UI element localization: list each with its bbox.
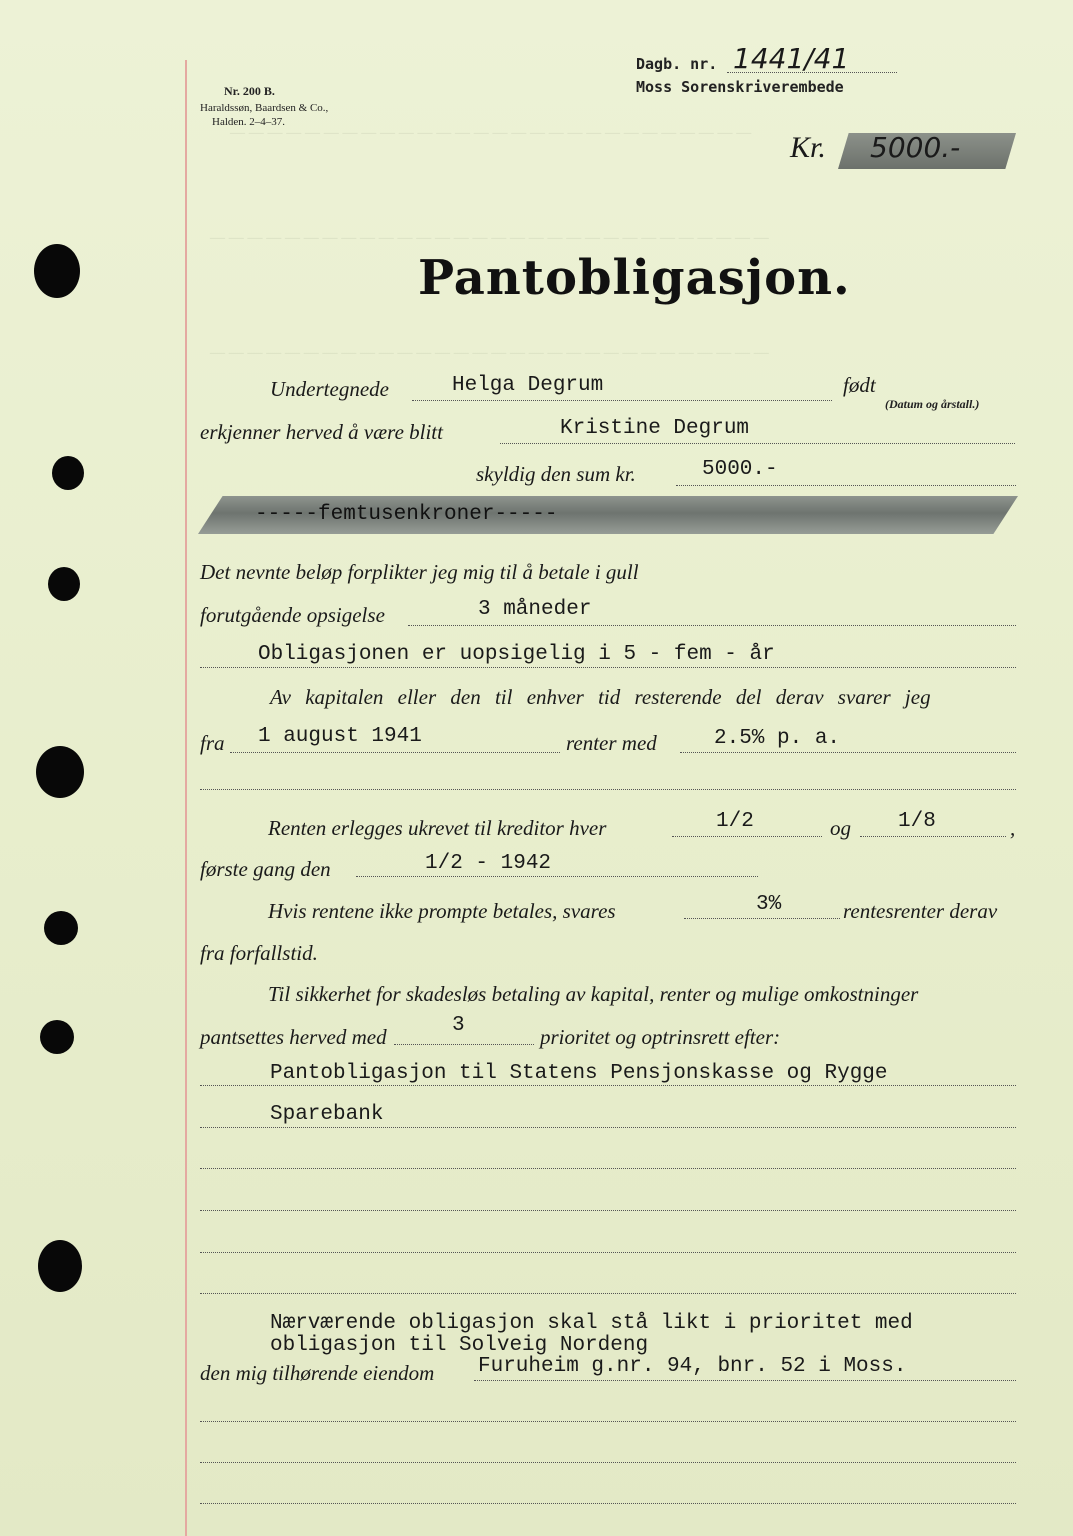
blank-line <box>200 789 1016 790</box>
creditor-line <box>500 443 1015 444</box>
forste-gang-label: første gang den <box>200 857 331 881</box>
undertegnede-value: Helga Degrum <box>452 374 604 397</box>
penalty-value: 3% <box>756 893 782 916</box>
sikkerhet-text: Til sikkerhet for skadesløs betaling av kapital, renter og mulige omkostninger <box>268 982 919 1006</box>
fra-line <box>230 752 560 753</box>
prior-rule-5 <box>200 1252 1016 1253</box>
opsigelse-value: 3 måneder <box>478 598 592 621</box>
blank-line <box>200 1462 1016 1463</box>
uopsigelig-line <box>200 667 1016 668</box>
prior-rule-6 <box>200 1293 1016 1294</box>
erkjenner-label: erkjenner herved å være blitt <box>200 420 443 444</box>
term2-value: 1/8 <box>898 810 936 833</box>
prior-line-2: Sparebank <box>270 1103 384 1126</box>
rate-line <box>680 752 1016 753</box>
prior-rule-2 <box>200 1127 1016 1128</box>
amount-words: -----femtusenkroner----- <box>255 503 558 526</box>
skyldig-label: skyldig den sum kr. <box>476 462 636 486</box>
office-stamp: Moss Sorenskriverembede <box>636 78 844 96</box>
term2-line <box>860 836 1006 837</box>
dagbok-number: 1441/41 <box>733 42 850 75</box>
punch-hole <box>38 1240 82 1292</box>
sum-value: 5000.- <box>702 458 778 481</box>
fodt-label: født <box>843 373 876 397</box>
dagbok-line <box>727 72 897 73</box>
bleed-through-text: — — — — — — — — — — — — — — — — — — — — — — — — — — — — — — <box>210 345 769 361</box>
punch-hole <box>36 746 84 798</box>
note-line-2: obligasjon til Solveig Nordeng <box>270 1334 649 1357</box>
pantsettes-label: pantsettes herved med <box>200 1025 387 1049</box>
renter-med-label: renter med <box>566 731 657 755</box>
punch-hole <box>52 456 84 490</box>
forfallstid-text: fra forfallstid. <box>200 941 318 965</box>
prior-rule-3 <box>200 1168 1016 1169</box>
og-label: og <box>830 816 851 840</box>
blank-line <box>200 1421 1016 1422</box>
rate-value: 2.5% p. a. <box>714 727 841 750</box>
creditor-value: Kristine Degrum <box>560 417 750 440</box>
forste-gang-value: 1/2 - 1942 <box>425 852 552 875</box>
kapital-text: Av kapitalen eller den til enhver tid resterende del derav svarer jeg <box>270 685 931 709</box>
prior-line-1: Pantobligasjon til Statens Pensjonskasse og Rygge <box>270 1062 888 1085</box>
term1-value: 1/2 <box>716 810 754 833</box>
dagbok-label: Dagb. nr. <box>636 55 718 73</box>
print-info: Halden. 2–4–37. <box>212 116 286 128</box>
kr-label: Kr. <box>790 131 826 164</box>
priority-value: 3 <box>452 1014 465 1037</box>
publisher: Haraldssøn, Baardsen & Co., <box>200 102 329 114</box>
undertegnede-line <box>412 400 832 401</box>
kr-amount: 5000.- <box>870 131 961 164</box>
rentesrenter-label: rentesrenter derav <box>843 899 998 923</box>
punch-hole <box>40 1020 74 1054</box>
fra-label: fra <box>200 731 225 755</box>
bleed-through-text: — — — — — — — — — — — — — — — — — — — — — — — — — — — — <box>230 125 752 141</box>
prioritet-label: prioritet og optrinsrett efter: <box>540 1025 781 1049</box>
blank-line <box>200 1503 1016 1504</box>
eiendom-value: Furuheim g.nr. 94, bnr. 52 i Moss. <box>478 1355 907 1378</box>
undertegnede-label: Undertegnede <box>270 377 389 401</box>
priority-line <box>394 1044 534 1045</box>
punch-hole <box>34 244 80 298</box>
uopsigelig-text: Obligasjonen er uopsigelig i 5 - fem - år <box>258 643 775 666</box>
eiendom-line <box>474 1380 1016 1381</box>
hvis-label: Hvis rentene ikke prompte betales, svares <box>268 899 616 923</box>
eiendom-label: den mig tilhørende eiendom <box>200 1361 435 1385</box>
forplikter-text: Det nevnte beløp forplikter jeg mig til å betale i gull <box>200 560 639 584</box>
document-title: Pantobligasjon. <box>418 250 851 306</box>
prior-rule-4 <box>200 1210 1016 1211</box>
opsigelse-line <box>408 625 1016 626</box>
punch-hole <box>44 911 78 945</box>
margin-rule <box>185 60 187 1536</box>
punch-hole <box>48 567 80 601</box>
penalty-line <box>684 918 840 919</box>
note-line-1: Nærværende obligasjon skal stå likt i prioritet med <box>270 1312 913 1335</box>
renten-label: Renten erlegges ukrevet til kreditor hver <box>268 816 607 840</box>
term1-line <box>672 836 822 837</box>
bleed-through-text: — — — — — — — — — — — — — — — — — — — — — — — — — — — — — — <box>210 230 769 246</box>
sum-line <box>676 485 1016 486</box>
forste-gang-line <box>356 876 758 877</box>
form-number: Nr. 200 B. <box>224 84 275 98</box>
prior-rule-1 <box>200 1085 1016 1086</box>
fra-value: 1 august 1941 <box>258 725 422 748</box>
datum-hint: (Datum og årstall.) <box>885 397 980 411</box>
comma: , <box>1010 816 1016 840</box>
opsigelse-label: forutgående opsigelse <box>200 603 385 627</box>
